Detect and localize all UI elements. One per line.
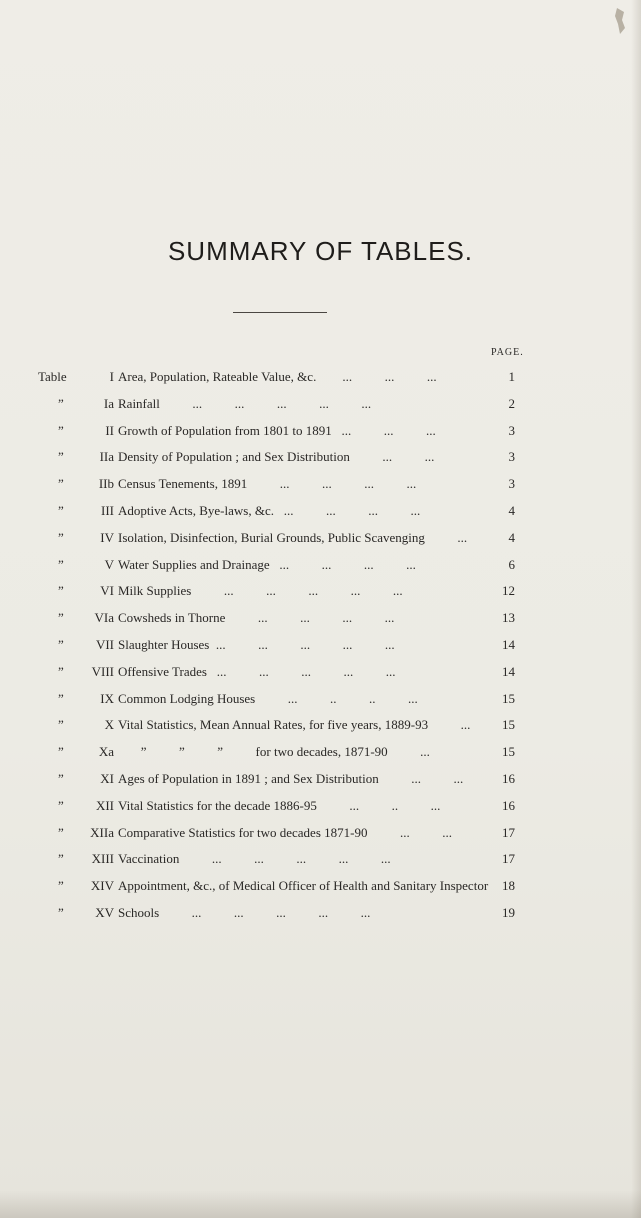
ditto-mark: ” <box>58 529 64 545</box>
page-number: 14 <box>502 636 515 652</box>
tables-list <box>0 365 641 928</box>
table-label: Table <box>38 369 67 384</box>
ditto-mark: ” <box>58 744 64 760</box>
table-number: IX <box>100 690 114 706</box>
table-description: Milk Supplies ... ... ... ... ... <box>118 583 403 599</box>
table-description: Schools ... ... ... ... ... <box>118 904 371 920</box>
page-number: 4 <box>508 529 515 545</box>
page-column-header: PAGE. <box>491 347 524 358</box>
ditto-mark: ” <box>58 851 64 867</box>
table-description: Adoptive Acts, Bye-laws, &c. ... ... ... ... <box>118 502 421 518</box>
table-number: IIa <box>99 449 114 465</box>
table-row <box>0 365 641 392</box>
table-number: X <box>104 717 114 733</box>
ditto-mark: ” <box>58 422 64 438</box>
table-description: Water Supplies and Drainage ... ... ... ... <box>118 556 416 572</box>
table-description: Vital Statistics, Mean Annual Rates, for five years, 1889-93 ... <box>118 717 471 733</box>
table-description: Rainfall ... ... ... ... ... <box>118 395 372 411</box>
ditto-mark: ” <box>58 476 64 492</box>
page-number: 13 <box>502 610 515 626</box>
page-stain-mark <box>613 6 627 36</box>
table-number: VIII <box>91 663 114 679</box>
table-number: III <box>101 502 114 518</box>
ditto-mark: ” <box>58 797 64 813</box>
ditto-mark: ” <box>58 449 64 465</box>
table-number: IIb <box>98 476 114 492</box>
table-number: XIII <box>91 851 114 867</box>
page-number: 3 <box>508 422 515 438</box>
ditto-mark: ” <box>58 395 64 411</box>
table-number: XI <box>100 770 114 786</box>
page-number: 16 <box>502 770 515 786</box>
table-number: IV <box>100 529 114 545</box>
table-row <box>0 767 641 794</box>
table-row <box>0 660 641 687</box>
table-row <box>0 740 641 767</box>
table-description: ” ” ” for two decades, 1871-90 ... <box>118 744 430 760</box>
title-rule <box>233 312 327 313</box>
ditto-mark: ” <box>58 636 64 652</box>
page-number: 16 <box>502 797 515 813</box>
ditto-mark: ” <box>58 502 64 518</box>
page-bottom-shadow <box>0 1190 641 1218</box>
table-description: Offensive Trades ... ... ... ... ... <box>118 663 396 679</box>
table-description: Vaccination ... ... ... ... ... <box>118 851 391 867</box>
table-description: Comparative Statistics for two decades 1871-90 ... ... <box>118 824 452 840</box>
page-title: SUMMARY OF TABLES. <box>167 236 474 266</box>
table-number: XII <box>95 797 114 813</box>
ditto-mark: ” <box>58 690 64 706</box>
table-description: Slaughter Houses ... ... ... ... ... <box>118 636 395 652</box>
table-row <box>0 579 641 606</box>
page-number: 15 <box>502 690 515 706</box>
page-number: 2 <box>508 395 515 411</box>
table-description: Vital Statistics for the decade 1886-95 ... .. ... <box>118 797 441 813</box>
ditto-mark: ” <box>58 878 64 894</box>
table-row <box>0 874 641 901</box>
ditto-mark: ” <box>58 556 64 572</box>
table-number: Ia <box>103 395 114 411</box>
page-number: 17 <box>502 851 515 867</box>
page-number: 1 <box>508 369 515 384</box>
ditto-mark: ” <box>58 610 64 626</box>
page-number: 3 <box>508 476 515 492</box>
table-row <box>0 633 641 660</box>
table-row <box>0 472 641 499</box>
table-number: V <box>104 556 114 572</box>
table-number: XV <box>95 904 114 920</box>
table-row <box>0 713 641 740</box>
table-number: XIIa <box>90 824 114 840</box>
table-description: Common Lodging Houses ... .. .. ... <box>118 690 418 706</box>
table-description: Census Tenements, 1891 ... ... ... ... <box>118 476 417 492</box>
table-row <box>0 526 641 553</box>
page-number: 6 <box>508 556 515 572</box>
table-description: Cowsheds in Thorne ... ... ... ... <box>118 610 395 626</box>
table-description: Ages of Population in 1891 ; and Sex Distribution ... ... <box>118 770 464 786</box>
table-description: Density of Population ; and Sex Distribution ... ... <box>118 449 435 465</box>
table-number: I <box>109 369 114 384</box>
table-description: Area, Population, Rateable Value, &c. ... ... ... <box>118 369 437 384</box>
table-description: Isolation, Disinfection, Burial Grounds, Public Scavenging ... <box>118 529 468 545</box>
table-number: XIV <box>90 878 114 894</box>
table-row <box>0 687 641 714</box>
table-row <box>0 445 641 472</box>
page-number: 15 <box>502 717 515 733</box>
page-number: 14 <box>502 663 515 679</box>
table-row <box>0 392 641 419</box>
table-row <box>0 794 641 821</box>
table-number: Xa <box>98 744 114 760</box>
page-number: 3 <box>508 449 515 465</box>
table-number: VI <box>100 583 114 599</box>
page-number: 19 <box>502 904 515 920</box>
table-number: VII <box>95 636 114 652</box>
page-number: 18 <box>502 878 515 894</box>
page-number: 17 <box>502 824 515 840</box>
table-number: VIa <box>94 610 114 626</box>
table-row <box>0 499 641 526</box>
ditto-mark: ” <box>58 770 64 786</box>
table-row <box>0 553 641 580</box>
table-description: Growth of Population from 1801 to 1891 ... ... ... <box>118 422 436 438</box>
table-row <box>0 606 641 633</box>
ditto-mark: ” <box>58 824 64 840</box>
table-row <box>0 419 641 446</box>
table-row <box>0 901 641 928</box>
page-number: 4 <box>508 502 515 518</box>
ditto-mark: ” <box>58 583 64 599</box>
ditto-mark: ” <box>58 663 64 679</box>
table-description: Appointment, &c., of Medical Officer of Health and Sanitary Inspector <box>118 878 489 894</box>
ditto-mark: ” <box>58 717 64 733</box>
page-number: 15 <box>502 744 515 760</box>
table-number: II <box>105 422 114 438</box>
ditto-mark: ” <box>58 904 64 920</box>
table-row <box>0 847 641 874</box>
page-number: 12 <box>502 583 515 599</box>
table-row <box>0 821 641 848</box>
